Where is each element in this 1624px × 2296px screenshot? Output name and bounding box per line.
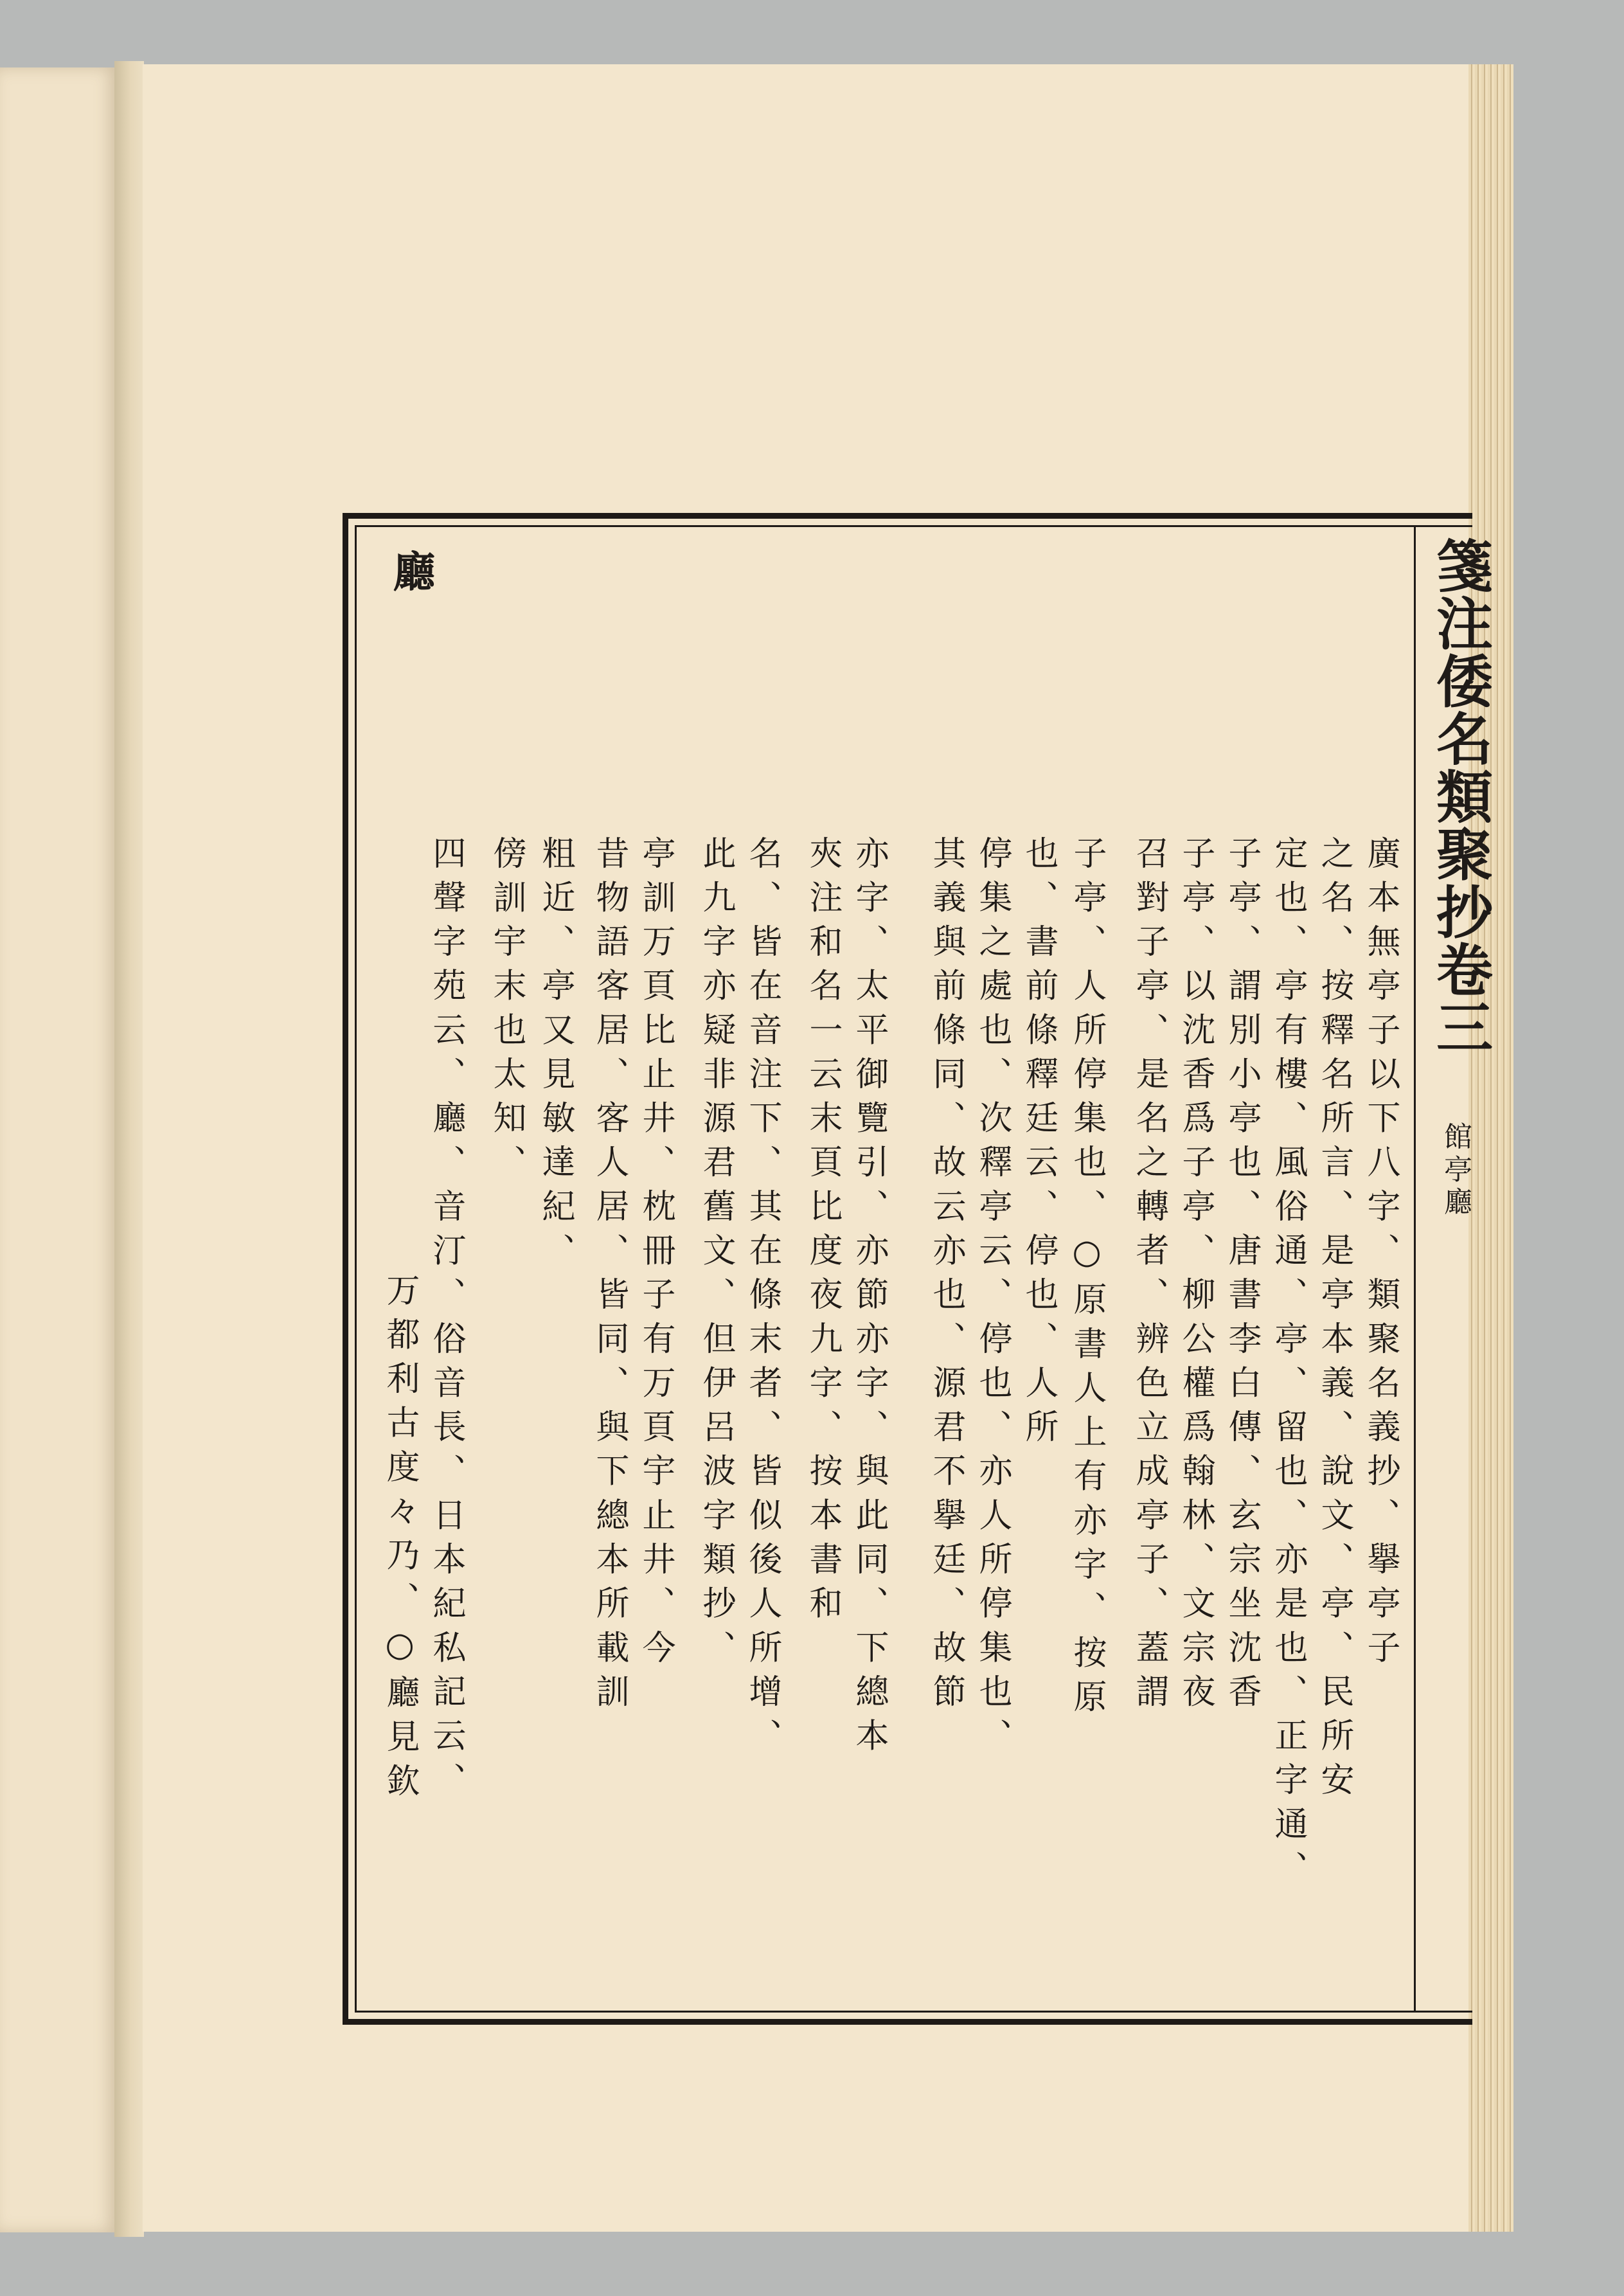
text-column: 也、書前條釋廷云、停也、人所 <box>1019 836 1058 1453</box>
left-page <box>0 67 116 2232</box>
text-column: 亭訓万頁比止井、枕冊子有万頁宇止井、今 <box>636 836 675 1674</box>
text-column: 万都利古度々乃、○廳見欽 <box>380 1273 419 1807</box>
margin-divider <box>1414 527 1416 2012</box>
text-column: 子亭、謂別小亭也、唐書李白傳、玄宗坐沈香 <box>1222 836 1261 1718</box>
text-column: 亦字、太平御覽引、亦節亦字、與此同、下總本 <box>850 836 888 1762</box>
text-column: 此九字亦疑非源君舊文、但伊呂波字類抄、 <box>697 836 735 1674</box>
text-column: 廣本無亭子以下八字、類聚名義抄、擧亭子 <box>1361 836 1400 1674</box>
text-column: 子亭、人所停集也、○原書人上有亦字、按原 <box>1067 836 1106 1723</box>
text-column: 之名、按釋名所言、是亭本義、說文、亭、民所安 <box>1315 836 1353 1807</box>
book-gutter <box>114 61 144 2237</box>
text-column: 夾注和名一云末頁比度夜九字、按本書和 <box>803 836 842 1630</box>
text-column: 其義與前條同、故云亦也、源君不擧廷、故節 <box>927 836 965 1718</box>
text-column: 停集之處也、次釋亭云、停也、亦人所停集也、 <box>973 836 1012 1762</box>
text-column: 名、皆在音注下、其在條末者、皆似後人所增、 <box>743 836 781 1762</box>
text-column: 昔物語客居、客人居、皆同、與下總本所載訓 <box>590 836 629 1718</box>
book-title-text: 箋注倭名類聚抄 <box>1427 537 1494 941</box>
heading: 廳 <box>386 550 436 592</box>
text-column: 傍訓宇末也太知、 <box>487 836 526 1189</box>
text-column: 四聲字苑云、廳、音汀、俗音長、日本紀私記云、 <box>427 836 465 1807</box>
section-label: 館亭廳 <box>1439 1122 1472 1219</box>
volume-label: 卷三 <box>1427 940 1494 1056</box>
text-column: 子亭、以沈香爲子亭、柳公權爲翰林、文宗夜 <box>1176 836 1215 1718</box>
text-column: 召對子亭、是名之轉者、辨色立成亭子、蓋謂 <box>1130 836 1168 1718</box>
book-title <box>1420 537 1501 1056</box>
text-column: 粗近、亭又見敏達紀、 <box>536 836 575 1277</box>
text-column: 定也、亭有樓、風俗通、亭、留也、亦是也、正字通、 <box>1269 836 1307 1895</box>
